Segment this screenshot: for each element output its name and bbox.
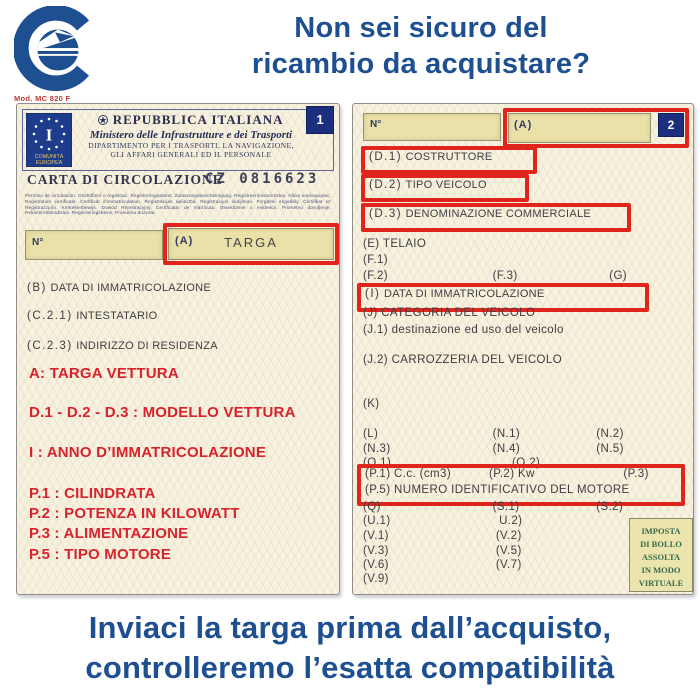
d2-highlight-box: (D.2) TIPO VEICOLO (361, 174, 529, 202)
targa-code: (A) (175, 235, 194, 247)
page1-header-text (79, 112, 303, 159)
targa-field (168, 228, 334, 260)
eu-label-line2: EUROPEA (35, 160, 63, 166)
row-o1-o2: (O.1) (O.2) (363, 457, 541, 469)
plate-field (508, 113, 651, 143)
ministry-title: Ministero delle Infrastrutture e dei Trasporti (89, 129, 293, 141)
plate-code: (A) (514, 119, 533, 131)
republic-title: REPUBBLICA ITALIANA (79, 112, 303, 128)
doc-title: CARTA DI CIRCOLAZIONE (27, 172, 223, 187)
italy-emblem-icon (98, 115, 108, 125)
page-footer (0, 608, 700, 688)
targa-highlight-box (163, 223, 339, 265)
annotation-modello: D.1 - D.2 - D.3 : MODELLO VETTURA (29, 404, 296, 421)
page-title-line1: Non sei sicuro del (294, 12, 548, 44)
row-v1-v2: (V.1) (V.2) (363, 530, 522, 542)
p1-p2-p3-line: (P.1) C.c. (cm3) (P.2) Kw (P.3) (365, 468, 649, 480)
annotation-tipo-motore: P.5 : TIPO MOTORE (29, 546, 172, 563)
row-l-n1-n2: (L) (N.1) (N.2) (363, 428, 624, 440)
row-j: (J) CATEGORIA DEL VEICOLO (363, 307, 536, 319)
company-logo-icon (14, 6, 102, 94)
row-v9: (V.9) (363, 573, 389, 585)
multilingual-text: Permiso de circulación. Osvědčení o registraci. Registreringsattest. Zulassungsbescheinigung. Registreerimistunnistus. Άδεια κυκλοφορίας. Registration certificate. Certificat d’immatriculation. Reģistrācijas apliecība. Registracijos liudijimas. Forgalmi engedély. Ċertifikat ta’ Reġistrazzjoni. Kentekenbewijs. Dowód Rejestracyjny. Certificado de matrícula. Osvedčenie o evidencii. Prometno dovoljenje. Rekisteröintitodistus. Registreringsbevis. Prometna dozvola. (25, 193, 331, 216)
annotation-targa: A: TARGA VETTURA (29, 365, 179, 382)
d3-highlight-box: (D.3) DENOMINAZIONE COMMERCIALE (361, 203, 631, 232)
page-title-line2: ricambio da acquistare? (251, 48, 591, 80)
bollo-stamp: IMPOSTA DI BOLLO ASSOLTA IN MODO VIRTUALE (629, 518, 693, 592)
plate-highlight-box (503, 108, 689, 148)
n-label-2: N° (370, 119, 382, 130)
footer-line2: controlleremo l’esatta compatibilità (85, 650, 615, 685)
row-j1: (J.1) destinazione ed uso del veicolo (363, 324, 564, 336)
i-highlight-box: (I) DATA DI IMMATRICOLAZIONE (357, 283, 649, 312)
n-label: N° (32, 237, 44, 248)
row-q-s1-s2: (Q) (S.1) (S.2) (363, 501, 624, 513)
annotation-potenza: P.2 : POTENZA IN KILOWATT (29, 505, 240, 522)
footer-line1: Inviaci la targa prima dall’acquisto, (88, 610, 612, 645)
row-u1-u2: (U.1) U.2) (363, 515, 523, 527)
svg-text:I: I (45, 125, 53, 145)
doc-number: CZ 0816623 (205, 171, 320, 187)
p5-line: (P.5) NUMERO IDENTIFICATIVO DEL MOTORE (365, 484, 630, 496)
registration-number-field (25, 230, 163, 260)
page2-number-badge: 2 (658, 113, 684, 137)
department-line1: DIPARTIMENTO PER I TRASPORTI, LA NAVIGAZIONE, (88, 141, 294, 150)
eu-community-badge (26, 113, 72, 167)
targa-label: TARGA (224, 235, 278, 250)
annotation-alimentazione: P.3 : ALIMENTAZIONE (29, 525, 189, 542)
eu-label-line1: COMUNITÀ (34, 154, 64, 160)
page-title (150, 10, 692, 82)
row-f1: (F.1) (363, 254, 388, 266)
department-line2: GLI AFFARI GENERALI ED IL PERSONALE (110, 150, 272, 159)
p-highlight-box (357, 464, 685, 506)
field-c23: (C.2.3) INDIRIZZO DI RESIDENZA (27, 340, 218, 352)
mod-label: Mod. MC 820 F (14, 94, 71, 103)
carta-page-1 (16, 103, 340, 595)
row-v3-v5: (V.3) (V.5) (363, 545, 522, 557)
page1-header-box (22, 109, 334, 171)
field-b: (B) DATA DI IMMATRICOLAZIONE (27, 282, 212, 294)
annotation-anno: I : ANNO D’IMMATRICOLAZIONE (29, 444, 267, 461)
d1-highlight-box: (D.1) COSTRUTTORE (361, 146, 537, 174)
row-n3-n4-n5: (N.3) (N.4) (N.5) (363, 443, 624, 455)
row-e: (E) TELAIO (363, 238, 427, 250)
row-f2-f3-g: (F.2) (F.3) (G) (363, 270, 628, 282)
page1-number-badge: 1 (306, 106, 334, 134)
row-v6-v7: (V.6) (V.7) (363, 559, 522, 571)
row-j2: (J.2) CARROZZERIA DEL VEICOLO (363, 354, 563, 366)
registration-number-field-2 (363, 113, 501, 141)
annotation-cilindrata: P.1 : CILINDRATA (29, 485, 156, 502)
row-k: (K) (363, 398, 380, 410)
carta-page-2 (352, 103, 694, 595)
field-c21: (C.2.1) INTESTATARIO (27, 310, 158, 322)
